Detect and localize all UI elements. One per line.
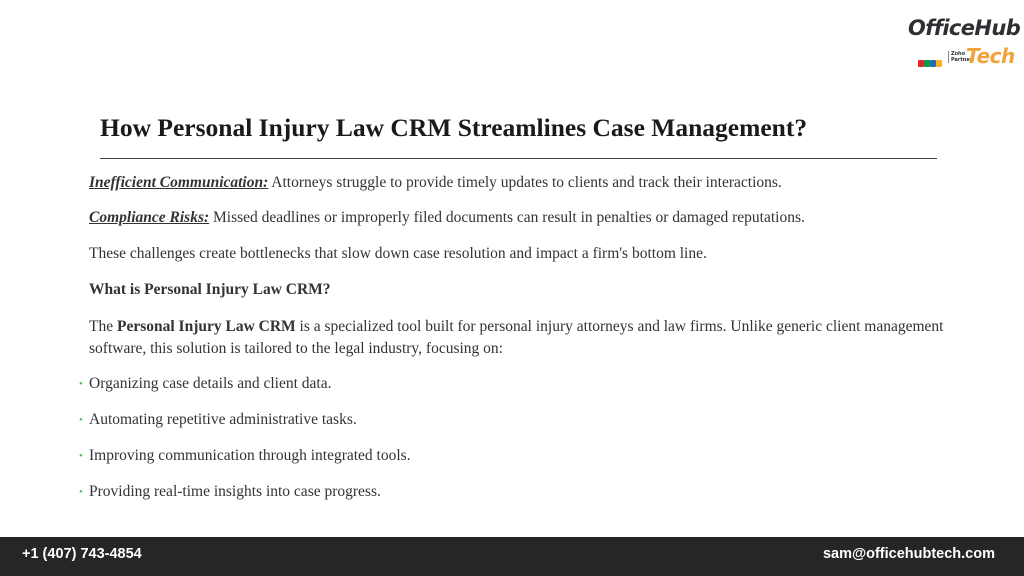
paragraph-inefficient-communication: [89, 172, 782, 194]
page-title: How Personal Injury Law CRM Streamlines Case Management?: [100, 113, 808, 142]
paragraph-compliance-risks: [89, 207, 805, 229]
title-divider: [100, 158, 937, 159]
bullet-icon: •: [79, 450, 83, 462]
list-item: [79, 481, 381, 503]
inefficient-communication-label: Inefficient Communication:: [89, 174, 269, 191]
list-item-text: Improving communication through integrated tools.: [89, 447, 411, 464]
zoho-logo-icon: [918, 54, 944, 62]
paragraph-crm-description: [89, 316, 979, 360]
inefficient-communication-text: Attorneys struggle to provide timely updates to clients and track their interactions.: [268, 174, 782, 191]
list-item-text: Providing real-time insights into case progress.: [89, 483, 381, 500]
footer-phone-number: +1 (407) 743-4854: [22, 546, 142, 562]
list-item: [79, 373, 331, 395]
compliance-risks-label: Compliance Risks:: [89, 209, 210, 226]
crm-description-pre: The: [89, 318, 117, 335]
bullet-icon: •: [79, 486, 83, 498]
section-heading-what-is-crm: What is Personal Injury Law CRM?: [89, 281, 331, 298]
zoho-label: Zoho: [951, 51, 966, 57]
paragraph-challenges: These challenges create bottlenecks that slow down case resolution and impact a firm's bottom line.: [89, 245, 707, 262]
bullet-icon: •: [79, 378, 83, 390]
crm-product-name: Personal Injury Law CRM: [116, 318, 296, 335]
partner-label: Partner: [951, 57, 973, 63]
list-item-text: Organizing case details and client data.: [89, 375, 332, 392]
bullet-icon: •: [79, 414, 83, 426]
crm-description-text: is a specialized tool built for personal injury attorneys and law firms. Unlike generic client management software, this solution is tailored to the legal industry, focusing on:: [89, 318, 944, 357]
logo-wordmark-top: OfficeHub: [908, 16, 1021, 40]
list-item: [79, 445, 411, 467]
footer-email-address: sam@officehubtech.com: [822, 546, 995, 562]
footer-bar: [0, 537, 1024, 576]
company-logo: [904, 14, 1021, 70]
list-item-text: Automating repetitive administrative tasks.: [89, 411, 357, 428]
compliance-risks-text: Missed deadlines or improperly filed documents can result in penalties or damaged reputations.: [209, 209, 805, 226]
logo-wordmark-bottom: Tech: [966, 44, 1015, 68]
list-item: [79, 409, 357, 431]
